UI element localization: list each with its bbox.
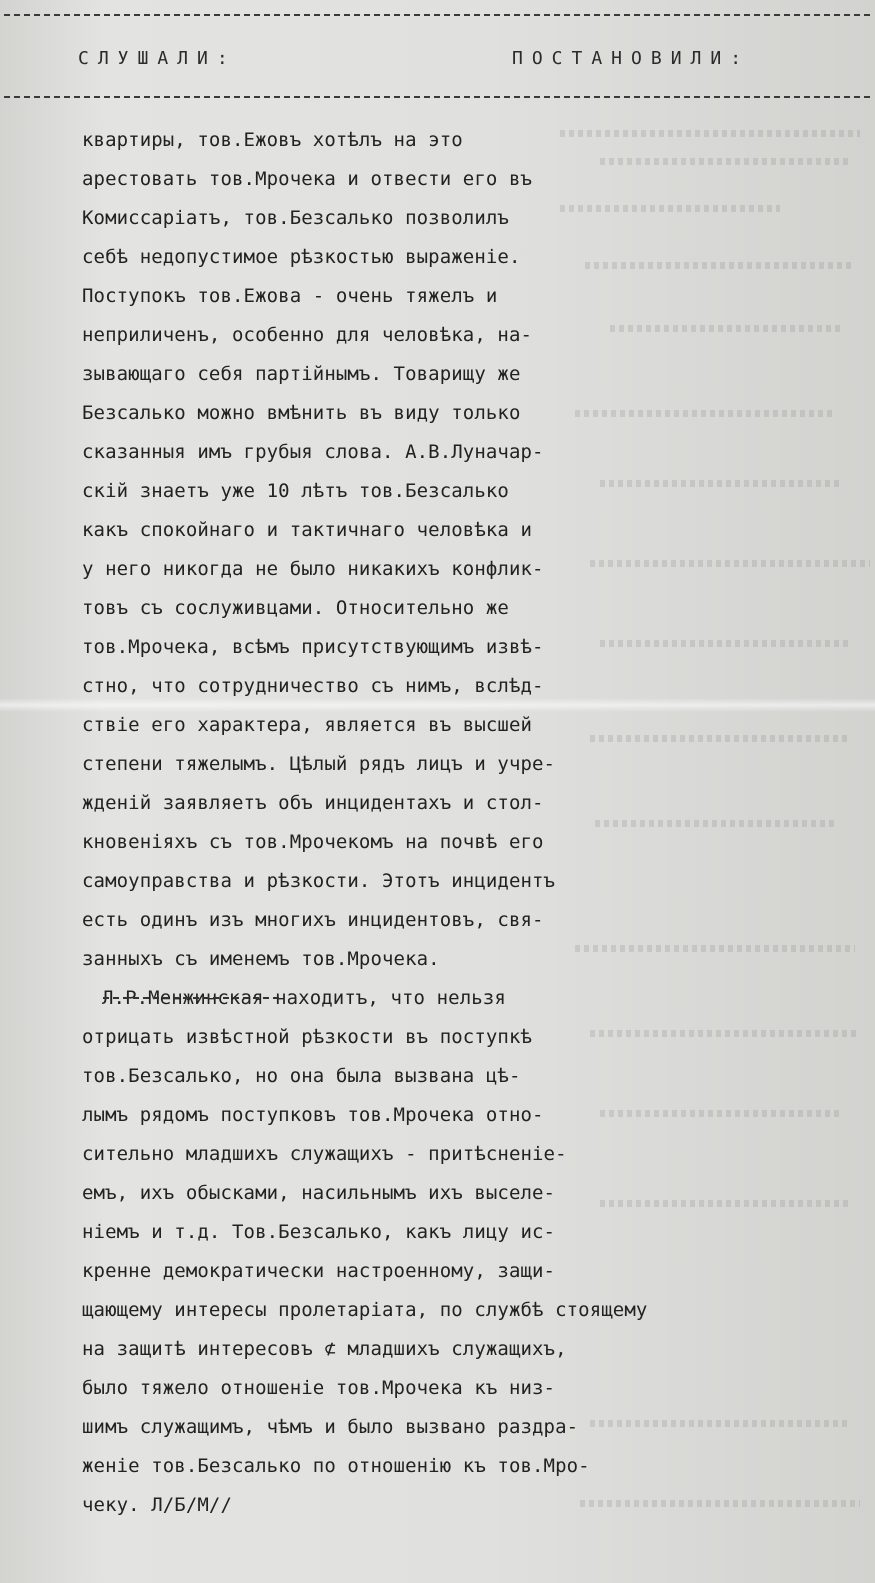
text-line: скій знаетъ уже 10 лѣтъ тов.Безсалько (82, 480, 509, 502)
header-dashed-rule (4, 96, 870, 98)
text-line: Л.Р.Менжинская находитъ, что нельзя (102, 987, 506, 1009)
text-line: самоуправства и рѣзкости. Этотъ инцидентъ (82, 870, 556, 892)
text-line: Комиссаріатъ, тов.Безсалько позволилъ (82, 207, 509, 229)
text-line: емъ, ихъ обысками, насильнымъ ихъ выселе- (82, 1182, 556, 1204)
heard-heading: СЛУШАЛИ: (78, 48, 237, 69)
text-line: степени тяжелымъ. Цѣлый рядъ лицъ и учре- (82, 753, 556, 775)
text-line: неприличенъ, особенно для человѣка, на- (82, 324, 533, 346)
text-line: сительно младшихъ служащихъ - притѣсненіе- (82, 1143, 567, 1165)
text-line: тов.Мрочека, всѣмъ присутствующимъ извѣ- (82, 636, 544, 658)
text-line: зывающаго себя партійнымъ. Товарищу же (82, 363, 521, 385)
top-dashed-rule (4, 14, 870, 16)
text-line: у него никогда не было никакихъ конфлик- (82, 558, 544, 580)
text-line: есть одинъ изъ многихъ инцидентовъ, свя- (82, 909, 544, 931)
text-line: кренне демократически настроенному, защи- (82, 1260, 556, 1282)
text-line: лымъ рядомъ поступковъ тов.Мрочека отно- (82, 1104, 544, 1126)
text-line: арестовать тов.Мрочека и отвести его въ (82, 168, 533, 190)
name-underline (103, 997, 279, 999)
text-line: ніемъ и т.д. Тов.Безсалько, какъ лицу ис- (82, 1221, 556, 1243)
text-line: занныхъ съ именемъ тов.Мрочека. (82, 948, 440, 970)
text-line: себѣ недопустимое рѣзкостью выраженіе. (82, 246, 521, 268)
text-line: щающему интересы пролетаріата, по службѣ стоящему (82, 1299, 648, 1321)
text-line: шимъ служащимъ, чѣмъ и было вызвано раздра- (82, 1416, 579, 1438)
text-line: чеку. Л/Б/М// (82, 1494, 233, 1516)
resolved-heading: ПОСТАНОВИЛИ: (512, 48, 751, 69)
text-line: было тяжело отношеніе тов.Мрочека къ низ- (82, 1377, 556, 1399)
text-line: какъ спокойнаго и тактичнаго человѣка и (82, 519, 533, 541)
text-line: женіе тов.Безсалько по отношенію къ тов.Мро- (82, 1455, 590, 1477)
text-line: жденій заявляетъ объ инцидентахъ и стол- (82, 792, 544, 814)
minutes-body (0, 118, 875, 1558)
text-line: отрицать извѣстной рѣзкости въ поступкѣ (82, 1026, 533, 1048)
text-line: кновеніяхъ съ тов.Мрочекомъ на почвѣ его (82, 831, 544, 853)
text-line: на защитѣ интересовъ ⊄ младшихъ служащихъ, (82, 1338, 567, 1360)
text-line: тов.Безсалько, но она была вызвана цѣ- (82, 1065, 521, 1087)
text-line: Безсалько можно вмѣнить въ виду только (82, 402, 521, 424)
text-line: товъ съ сослуживцами. Относительно же (82, 597, 509, 619)
text-line: сказанныя имъ грубыя слова. А.В.Луначар- (82, 441, 544, 463)
text-line: квартиры, тов.Ежовъ хотѣлъ на это (82, 129, 463, 151)
text-line: стно, что сотрудничество съ нимъ, вслѣд- (82, 675, 544, 697)
text-line: Поступокъ тов.Ежова - очень тяжелъ и (82, 285, 498, 307)
text-line: ствіе его характера, является въ высшей (82, 714, 533, 736)
